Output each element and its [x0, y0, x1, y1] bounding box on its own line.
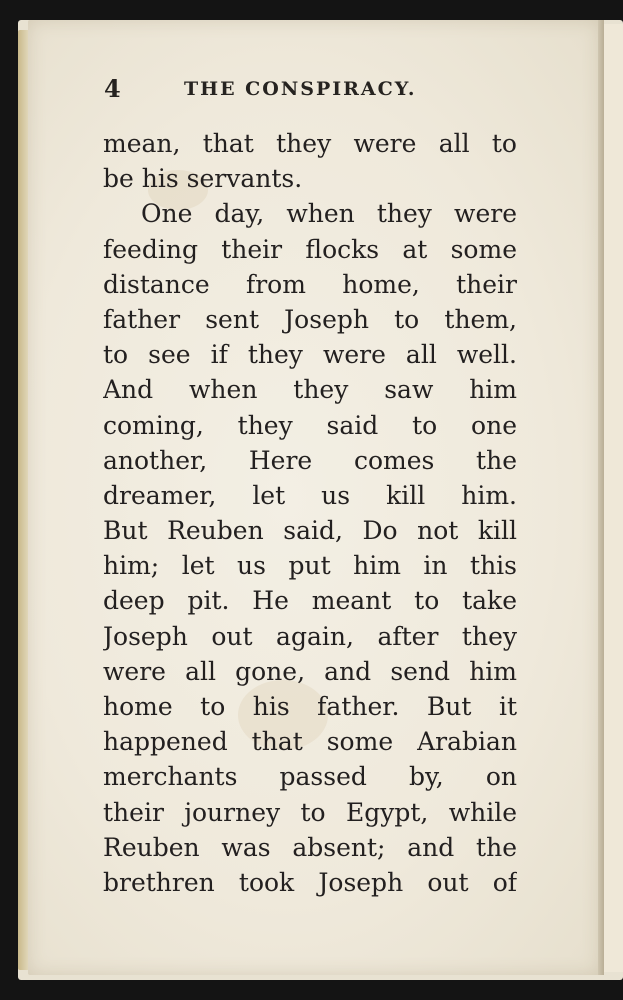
- chapter-title: THE CONSPIRACY.: [184, 78, 417, 100]
- text-line: home to his father. But it: [103, 692, 517, 721]
- facing-page-edge: [604, 24, 623, 972]
- text-line: their journey to Egypt, while: [103, 797, 517, 827]
- text-line: dreamer, let us kill him.: [103, 480, 517, 510]
- text-line: feeding their flocks at some: [103, 234, 517, 264]
- text-line: mean, that they were all to: [103, 129, 517, 158]
- text-line: him; let us put him in this: [103, 551, 517, 581]
- text-line: deep pit. He meant to take: [103, 586, 517, 616]
- text-line: father sent Joseph to them,: [103, 304, 517, 334]
- text-line: to see if they were all well.: [103, 340, 517, 370]
- text-line: another, Here comes the: [103, 445, 517, 475]
- body-text: [103, 126, 517, 900]
- text-line: One day, when they were: [141, 199, 517, 229]
- text-line: be his servants.: [103, 164, 303, 194]
- page-number: 4: [104, 74, 121, 103]
- text-line: Reuben was absent; and the: [103, 832, 517, 862]
- text-line: merchants passed by, on: [103, 762, 517, 792]
- text-line: Joseph out again, after they: [103, 621, 517, 651]
- running-head: [104, 74, 524, 106]
- text-line: coming, they said to one: [103, 410, 517, 440]
- text-line: brethren took Joseph out of: [103, 867, 517, 897]
- text-line: distance from home, their: [103, 269, 517, 299]
- text-line: were all gone, and send him: [103, 656, 517, 686]
- text-line: happened that some Arabian: [103, 727, 517, 757]
- page-edge: [18, 30, 28, 970]
- text-line: And when they saw him: [103, 375, 517, 405]
- text-line: But Reuben said, Do not kill: [103, 516, 517, 546]
